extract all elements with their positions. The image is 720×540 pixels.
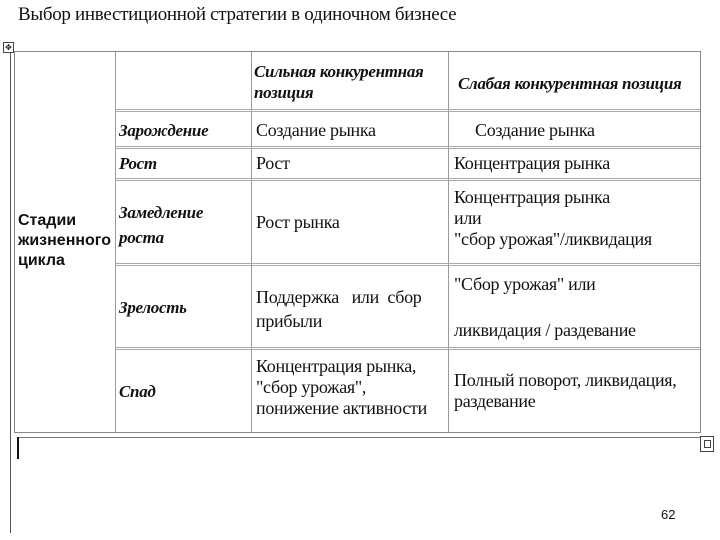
row-divider xyxy=(115,347,700,350)
weak-position-cell: Концентрация рынка или "сбор урожая"/ликвидация xyxy=(454,187,652,249)
lifecycle-stages-label: Стадии жизненного цикла xyxy=(18,212,112,269)
weak-position-cell: Создание рынка xyxy=(475,120,595,140)
page-title: Выбор инвестиционной стратегии в одиночном бизнесе xyxy=(18,4,457,25)
strong-position-cell: Создание рынка xyxy=(256,120,376,140)
strong-position-cell: Рост рынка xyxy=(256,212,340,232)
page-number: 62 xyxy=(661,507,676,522)
stage-cell: Зрелость xyxy=(119,298,187,317)
weak-position-cell: "Сбор урожая" или ликвидация / раздевание xyxy=(454,274,636,340)
table-move-handle-icon[interactable]: ✥ xyxy=(3,42,14,53)
text-cursor xyxy=(17,437,19,459)
row-divider xyxy=(115,146,700,149)
table-bottom-rule xyxy=(17,437,703,438)
stage-cell: Зарождение xyxy=(119,121,209,140)
stage-cell: Спад xyxy=(119,382,156,401)
weak-position-cell: Полный поворот, ликвидация, раздевание xyxy=(454,370,677,411)
column-header-strong: Сильная конкурентная позиция xyxy=(254,62,424,102)
weak-position-cell: Концентрация рынка xyxy=(454,153,610,173)
margin-rule xyxy=(10,48,11,533)
strong-position-cell: Рост xyxy=(256,153,290,173)
strong-position-cell: Поддержка или сбор прибыли xyxy=(256,287,422,331)
strong-position-cell: Концентрация рынка, "сбор урожая", понижение активности xyxy=(256,356,427,418)
stage-cell: Рост xyxy=(119,154,157,173)
row-divider xyxy=(115,109,700,112)
stage-cell: Замедление роста xyxy=(119,203,204,247)
table-resize-handle-icon[interactable] xyxy=(700,436,714,452)
row-divider xyxy=(115,178,700,181)
column-header-weak: Слабая конкурентная позиция xyxy=(458,74,682,93)
row-divider xyxy=(115,263,700,266)
